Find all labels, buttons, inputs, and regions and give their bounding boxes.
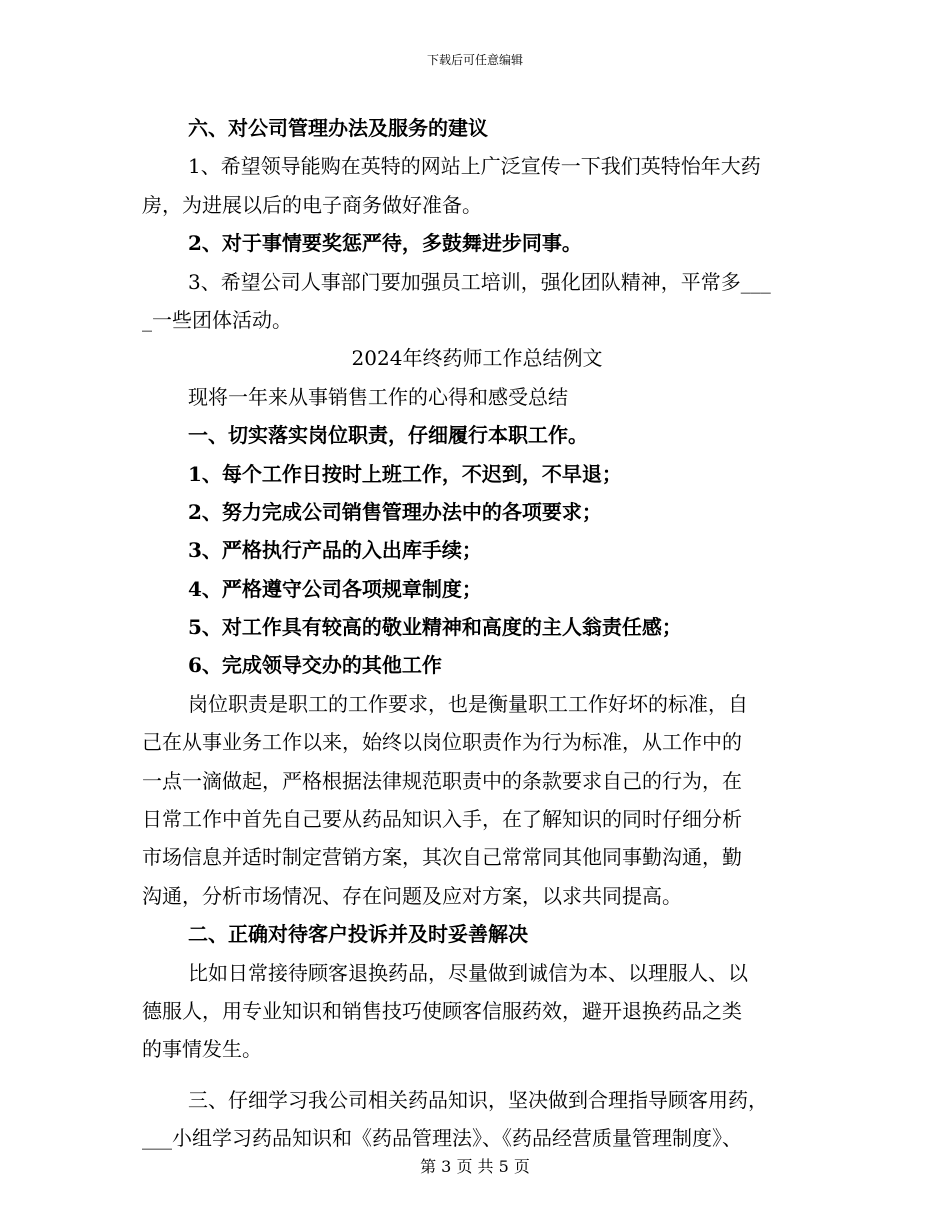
paragraph-line: 3、希望公司人事部门要加强员工培训，强化团队精神，平常多___: [188, 269, 771, 294]
paragraph-line: 市场信息并适时制定营销方案，其次自己常常同其他同事勤沟通，勤: [142, 845, 742, 870]
list-item: 6、完成领导交办的其他工作: [188, 653, 442, 678]
paragraph-line: ___小组学习药品知识和《药品管理法》、《药品经营质量管理制度》、: [142, 1126, 742, 1151]
section-heading: 一、切实落实岗位职责，仔细履行本职工作。: [188, 423, 588, 448]
page-header: 下载后可任意编辑: [426, 53, 523, 67]
list-item: 2、努力完成公司销售管理办法中的各项要求；: [188, 499, 602, 524]
paragraph-line: 的事情发生。: [142, 1037, 262, 1062]
paragraph-line: 三、仔细学习我公司相关药品知识，坚决做到合理指导顾客用药，: [188, 1087, 768, 1112]
section-heading: 六、对公司管理办法及服务的建议: [188, 116, 488, 140]
list-item: 3、严格执行产品的入出库手续；: [188, 538, 482, 563]
list-item: 1、每个工作日按时上班工作，不迟到，不早退；: [188, 461, 622, 486]
paragraph-line: 1、希望领导能购在英特的网站上广泛宣传一下我们英特怡年大药: [188, 154, 761, 179]
paragraph-gap: [142, 1069, 812, 1081]
list-item: 4、严格遵守公司各项规章制度；: [188, 576, 482, 601]
paragraph-line: 沟通，分析市场情况、存在问题及应对方案，以求共同提高。: [142, 883, 682, 908]
paragraph-line: 现将一年来从事销售工作的心得和感受总结: [188, 384, 568, 409]
document-title: 2024年终药师工作总结例文: [351, 346, 603, 371]
paragraph-line: 日常工作中首先自己要从药品知识入手，在了解知识的同时仔细分析: [142, 807, 742, 832]
paragraph-line: _一些团体活动。: [142, 307, 292, 332]
paragraph-line: 岗位职责是职工的工作要求，也是衡量职工工作好坏的标准，自: [188, 691, 748, 716]
section-heading: 二、正确对待客户投诉并及时妥善解决: [188, 922, 528, 947]
paragraph-line: 房，为进展以后的电子商务做好准备。: [142, 192, 482, 217]
document-body: [142, 109, 812, 1158]
paragraph-line: 德服人，用专业知识和销售技巧使顾客信服药效，避开退换药品之类: [142, 998, 742, 1023]
paragraph-line: 己在从事业务工作以来，始终以岗位职责作为行为标准，从工作中的: [142, 730, 742, 755]
paragraph-line: 比如日常接待顾客退换药品，尽量做到诚信为本、以理服人、以: [188, 960, 748, 985]
bold-line: 2、对于事情要奖惩严待，多鼓舞进步同事。: [188, 231, 582, 256]
paragraph-line: 一点一滴做起，严格根据法律规范职责中的条款要求自己的行为，在: [142, 768, 742, 793]
list-item: 5、对工作具有较高的敬业精神和高度的主人翁责任感；: [188, 615, 682, 640]
page-footer: 第 3 页 共 5 页: [420, 1157, 530, 1176]
